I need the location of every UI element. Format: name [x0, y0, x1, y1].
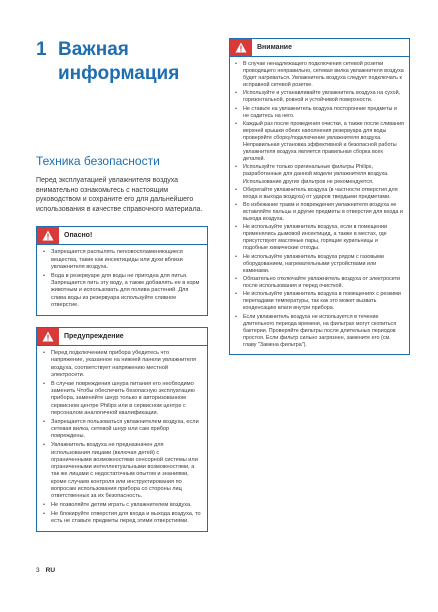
caution-list — [235, 61, 404, 349]
list-item: • В случае ненадлежащего подключения сетевой розетки проводящего неправильно, сетевая вилка увлажнителя воздуха будет нагреваться. Увлажнитель воздуха следует подключать к исправной сетевой розетке. — [235, 61, 404, 89]
list-item: • Оберегайте увлажнитель воздуха (в частности отверстия для входа и выхода воздуха) от ударов твердыми предметами. — [235, 187, 404, 201]
warning-triangle-icon — [37, 227, 59, 244]
list-item: • Не ставьте на увлажнитель воздуха посторонние предметы и не садитесь на него. — [235, 106, 404, 120]
list-item: • Запрещается пользоваться увлажнителем воздуха, если сетевая вилка, сетевой шнур или сам прибор повреждены. — [43, 419, 201, 441]
chapter-line-1 — [36, 38, 208, 62]
list-item: • Во избежание травм и повреждения увлажнителя воздуха не вставляйте пальцы и другие предметы в отверстия для входа и выхода воздуха. — [235, 202, 404, 223]
caution-box-header — [230, 39, 409, 57]
danger-box — [36, 226, 208, 316]
chapter-title-line-2: информация — [58, 63, 180, 84]
page-number: 3 — [36, 567, 40, 574]
danger-box-header — [37, 227, 207, 245]
warning-title: Предупреждение — [64, 332, 124, 340]
list-item: • Вода в резервуаре для воды не пригодна для питья. Запрещается пить эту воду, а также добавлять ее в корм животным и использовать для полива растений. Для слива воды из резервуара используйте сливное отверстие. — [43, 273, 201, 309]
language-code: RU — [45, 567, 56, 574]
list-item: • Перед подключением прибора убедитесь что напряжение, указанное на нижней панели увлажнителя воздуха, соответствует напряжению местной электросети. — [43, 350, 201, 379]
warning-box-header — [37, 328, 207, 346]
intro-paragraph: Перед эксплуатацией увлажнителя воздуха внимательно ознакомьтесь с настоящим руководством и сохраните его для дальнейшего использования в качестве справочного материала. — [36, 177, 203, 213]
right-column — [229, 38, 410, 355]
chapter-number: 1 — [36, 39, 47, 60]
chapter-heading — [36, 38, 208, 86]
list-item: • В случае повреждения шнура питания его необходимо заменить Чтобы обеспечить безопасную эксплуатацию прибора, заменяйте шнур только в авторизованном сервисном центре Philips или в сервисном центре с персоналом аналогичной квалификации. — [43, 381, 201, 417]
warning-triangle-icon — [37, 328, 59, 345]
list-item: • Не позволяйте детям играть с увлажнителем воздуха. — [43, 502, 201, 509]
list-item: • Не используйте увлажнитель воздуха рядом с газовыми оборудованием, нагревательными устройствами или каминами. — [235, 254, 404, 275]
page-footer — [36, 567, 55, 574]
caution-body — [230, 57, 409, 354]
warning-triangle-icon — [230, 39, 252, 56]
warning-box — [36, 327, 208, 532]
left-column — [36, 38, 208, 543]
warning-list — [43, 350, 201, 526]
list-item: • Обязательно отключайте увлажнитель воздуха от электросети после использования и перед очисткой. — [235, 276, 404, 290]
warning-body — [37, 346, 207, 531]
list-item: • Если увлажнитель воздуха не используется в течение длительного периода времени, на фильтрах могут скопиться бактерии. Проверяйте фильтры после длительных периодов простоя. Если фильтр сильно загрязнен, замените его (см. главу "Замена фильтра"). — [235, 314, 404, 349]
danger-body — [37, 245, 207, 315]
danger-title: Опасно! — [64, 232, 93, 240]
caution-title: Внимание — [257, 44, 292, 51]
caution-box — [229, 38, 410, 355]
list-item: • Запрещается распылять легковоспламеняющиеся вещества, такие как инсектициды или духи вблизи увлажнителя воздуха. — [43, 249, 201, 271]
danger-list — [43, 249, 201, 309]
list-item: • Используйте и устанавливайте увлажнитель воздуха на сухой, горизонтальной, ровной и устойчивой поверхности. — [235, 90, 404, 104]
list-item: • Не используйте увлажнитель воздуха в помещениях с резкими перепадами температуры, так как это может вызвать конденсацию влаги внутри прибора. — [235, 291, 404, 312]
list-item: • Каждый раз после проведения очистки, а также после сливания верхней крышки обеих наполнения резервуара для воды проверяйте сборку/подключение увлажнителя воздуха. Неправильная установка эффективной и безопасной работы увлажнителя воздуха является правильная сборка всех деталей. — [235, 121, 404, 163]
list-item: • Не используйте увлажнитель воздуха, если в помещении применялись дымовой инсектицид, а также в местах, где присутствуют масляные пары, горящие курильницы и подобные химические отходы. — [235, 224, 404, 252]
list-item: • Увлажнитель воздуха не предназначен для использования лицами (включая детей) с ограниченными возможностями сенсорной системы или ограниченными интеллектуальными возможностями, а так же лицами с недостаточным опытом и знаниями, кроме случаев контроля или инструктирования по вопросам использования прибора со стороны лиц ответственных за их безопасность. — [43, 442, 201, 500]
list-item: • Используйте только оригинальные фильтры Philips, разработанные для данной модели увлажнителя воздуха. Использование других фильтров не рекомендуется. — [235, 164, 404, 185]
section-title: Техника безопасности — [36, 154, 160, 168]
list-item: • Не блокируйте отверстия для входа и выхода воздуха, то есть не ставьте предметы перед этими отверстиями. — [43, 511, 201, 526]
chapter-title-line-1: Важная — [58, 39, 129, 60]
